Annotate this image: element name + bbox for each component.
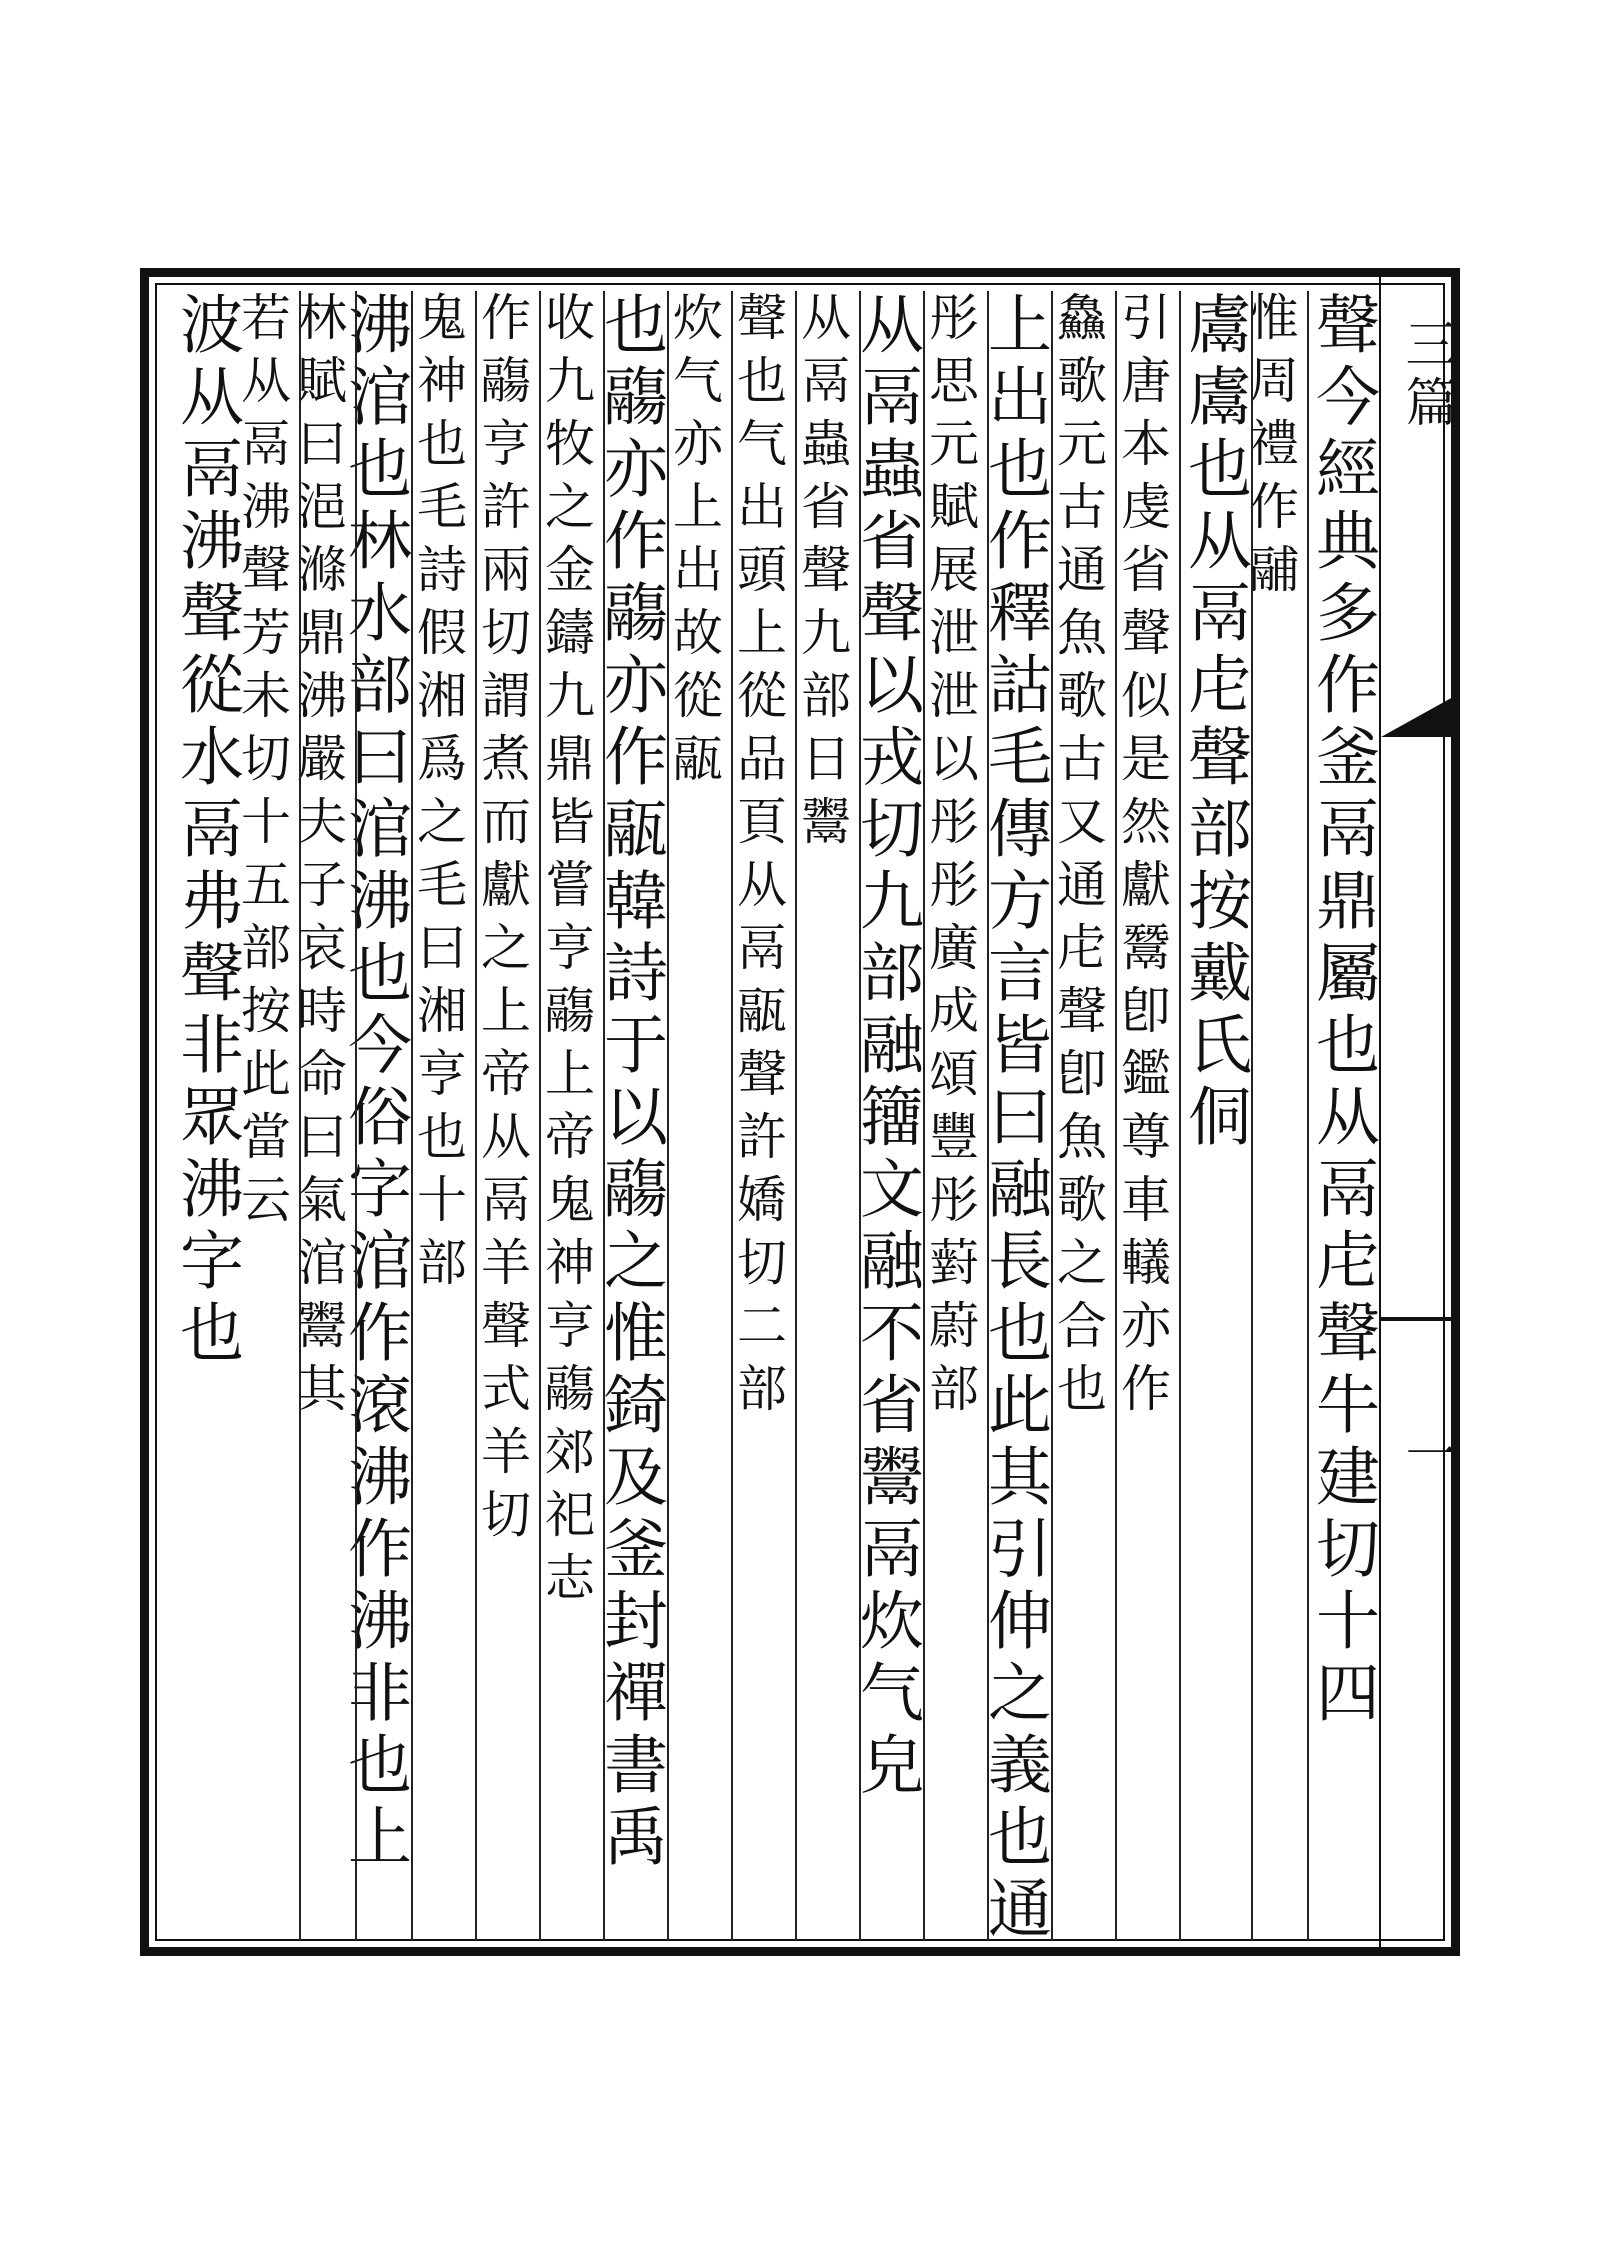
column-text: 从鬲蟲省聲九部日鬻 (793, 291, 851, 858)
fishtail-line (1381, 1317, 1453, 1321)
column-text: 鬳鬳也从鬲虍聲部按戴氏侗 (1177, 291, 1251, 1155)
text-column (1177, 291, 1253, 1941)
column-text: 鱻歌元古通魚歌古又通虍聲卽魚歌之合也 (1049, 291, 1107, 1425)
column-text: 若从鬲沸聲芳未切十五部按此當云 (233, 291, 291, 1236)
column-text: 炊气亦上出故從䰛 (665, 291, 723, 795)
column-text: 也鬺亦作鬺亦作䰛韓詩于以鬺之惟錡及釜封禪書禹 (593, 291, 667, 1875)
chapter-title: 三篇 (1396, 317, 1456, 433)
column-text: 聲今經典多作釜鬲鼎屬也从鬲虍聲牛建切十四 (1305, 291, 1379, 1731)
column-text: 收九牧之金鑄九鼎皆嘗亨鬺上帝鬼神亨鬺郊祀志 (537, 291, 595, 1614)
column-text: 沸涫也林水部曰涫沸也今俗字涫作滾沸作沸非也上 (337, 291, 411, 1875)
text-column (1305, 291, 1381, 1941)
page-margin-banner (1379, 277, 1456, 1947)
fishtail-mark (1381, 697, 1453, 737)
main-text-block (169, 291, 1379, 1947)
page-number: 一 (1396, 1427, 1456, 1479)
page-frame (140, 268, 1460, 1956)
column-text: 林賦曰浥滌鼎沸嚴夫子哀時命曰氣涫鬻其 (289, 291, 347, 1425)
column-text: 惟周禮作鬴 (1241, 291, 1299, 606)
column-text: 鬼神也毛詩假湘爲之毛曰湘亨也十部 (409, 291, 467, 1299)
column-text: 上出也作釋詁毛傳方言皆曰融長也此其引伸之義也通 (977, 291, 1051, 1947)
column-text: 波从鬲沸聲從水鬲弗聲非眾沸字也 (169, 291, 243, 1371)
column-text: 从鬲蟲省聲以戎切九部融籒文融不省鬻鬲炊气皃 (849, 291, 923, 1803)
column-text: 作鬺亨許兩切謂煮而獻之上帝从鬲羊聲式羊切 (473, 291, 531, 1551)
column-text: 引唐本虔省聲似是然獻鬵卽鑑尊車轙亦作 (1113, 291, 1171, 1425)
text-column (169, 291, 243, 1941)
column-text: 彤思元賦展泄泄以彤彤廣成頌豐彤薱蔚部 (921, 291, 979, 1425)
column-text: 聲也气出頭上從品頁从鬲䰛聲許嬌切二部 (729, 291, 787, 1425)
